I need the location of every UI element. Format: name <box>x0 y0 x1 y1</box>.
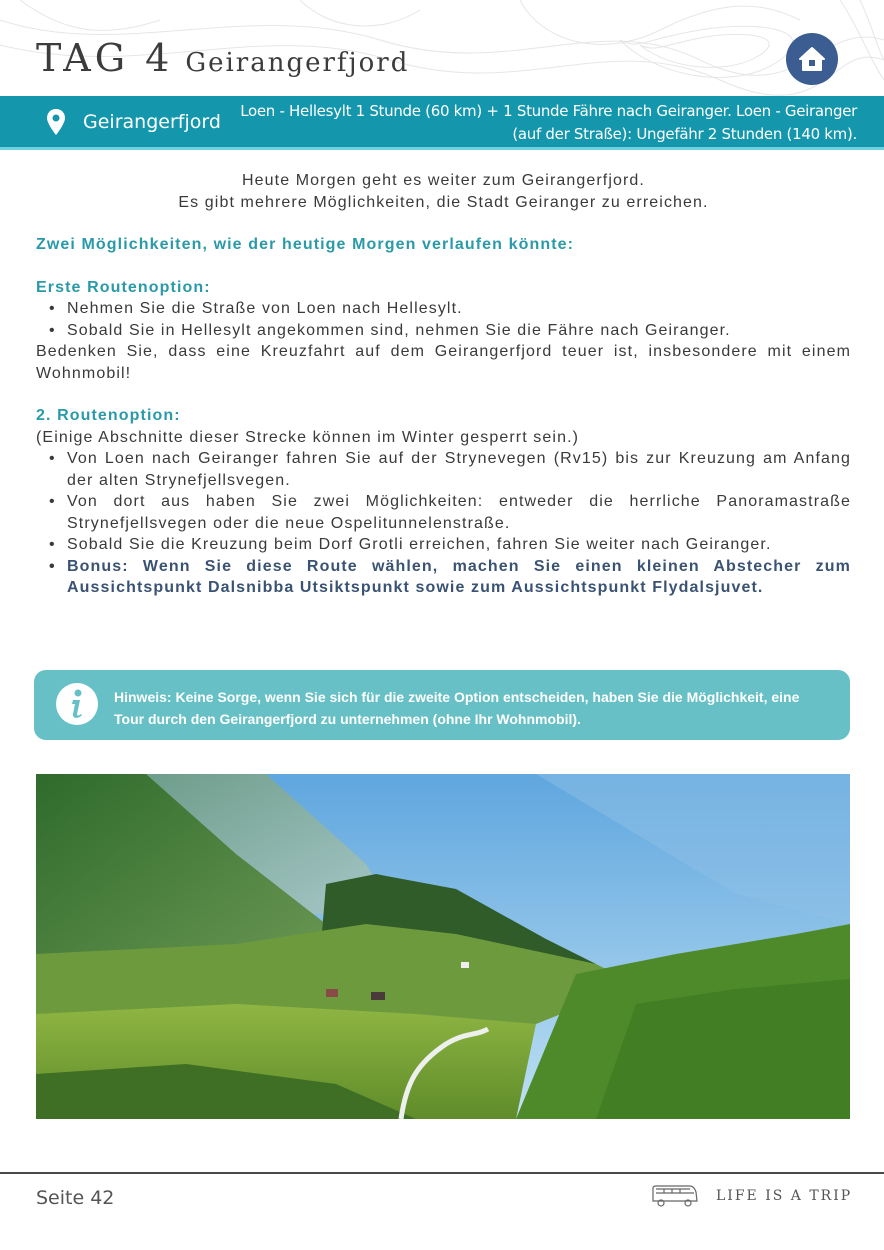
list-item: • Von dort aus haben Sie zwei Möglichkeiten: entweder die herrliche Panoramastraße Strynefjellsvegen oder die neue Ospelitunnelenstraße. <box>36 491 851 534</box>
list-item: • Von Loen nach Geiranger fahren Sie auf der Strynevegen (Rv15) bis zur Kreuzung am Anfang der alten Strynefjellsvegen. <box>36 448 851 491</box>
option2-subnote: (Einige Abschnitte dieser Strecke können im Winter gesperrt sein.) <box>36 428 580 446</box>
option2-list <box>36 448 851 599</box>
page-number: Seite 42 <box>36 1187 115 1209</box>
main-content <box>36 170 851 599</box>
home-button[interactable] <box>786 33 838 85</box>
home-icon <box>797 44 827 74</box>
location-label: Geirangerfjord <box>83 111 221 133</box>
day-destination: Geirangerfjord <box>185 48 410 78</box>
page-title <box>36 36 409 80</box>
day-label: TAG 4 <box>36 36 174 80</box>
option2-heading: 2. Routenoption: <box>36 407 181 424</box>
option1-heading: Erste Routenoption: <box>36 278 211 296</box>
list-item: • Nehmen Sie die Straße von Loen nach Hellesylt. <box>36 298 851 320</box>
hint-text: Hinweis: Keine Sorge, wenn Sie sich für die zweite Option entscheiden, haben Sie die Möglichkeit, eine Tour durch den Geirangerfjord zu unternehmen (ohne Ihr Wohnmobil). <box>114 689 800 727</box>
footer-divider <box>0 1172 884 1174</box>
intro-line: Heute Morgen geht es weiter zum Geirangerfjord. <box>242 172 645 189</box>
options-heading: Zwei Möglichkeiten, wie der heutige Morgen verlaufen könnte: <box>36 236 575 253</box>
landscape-photo <box>36 774 850 1119</box>
info-icon <box>56 683 98 725</box>
intro-line: Es gibt mehrere Möglichkeiten, die Stadt Geiranger zu erreichen. <box>178 193 709 211</box>
brand-logo <box>650 1184 852 1208</box>
map-pin-icon <box>46 108 66 136</box>
hint-box <box>34 670 850 740</box>
list-item: • Sobald Sie die Kreuzung beim Dorf Grotli erreichen, fahren Sie weiter nach Geiranger. <box>36 534 851 556</box>
route-duration-info: Loen - Hellesylt 1 Stunde (60 km) + 1 Stunde Fähre nach Geiranger. Loen - Geiranger (auf der Straße): Ungefähr 2 Stunden (140 km). <box>240 102 857 143</box>
list-item: • Sobald Sie in Hellesylt angekommen sind, nehmen Sie die Fähre nach Geiranger. <box>36 320 851 342</box>
route-info-band <box>0 96 884 150</box>
brand-name: LIFE IS A TRIP <box>716 1188 853 1204</box>
option1-list <box>36 298 851 341</box>
bonus-list-item: • Bonus: Wenn Sie diese Route wählen, machen Sie einen kleinen Abstecher zum Aussichtspunkt Dalsnibba Utsiktspunkt sowie zum Aussichtspunkt Flydalsjuvet. <box>36 556 851 599</box>
van-icon <box>650 1184 700 1208</box>
intro-text <box>36 170 851 213</box>
option1-note: Bedenken Sie, dass eine Kreuzfahrt auf dem Geirangerfjord teuer ist, insbesondere mit einem Wohnmobil! <box>36 343 851 382</box>
